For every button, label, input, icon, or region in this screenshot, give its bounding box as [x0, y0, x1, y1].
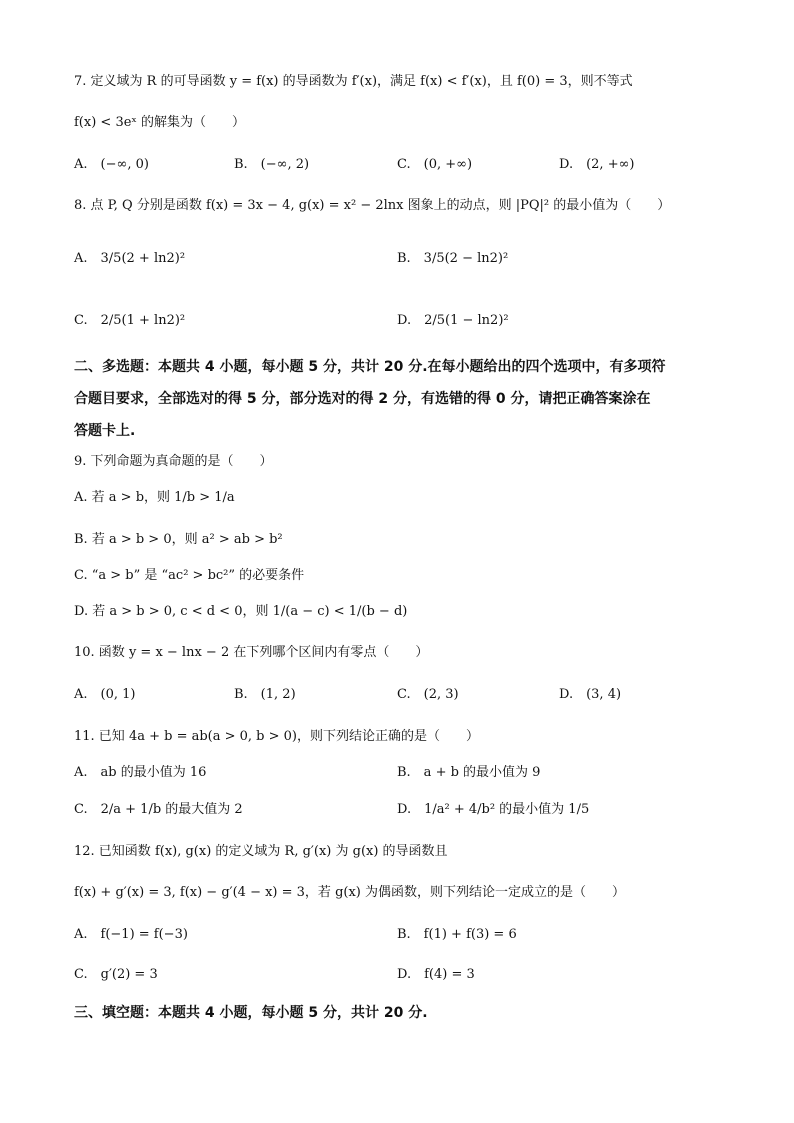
q9-stem: 9. 下列命题为真命题的是（ ） — [74, 454, 273, 469]
section-2-heading-line-1: 二、多选题：本题共 4 小题，每小题 5 分，共计 20 分.在每小题给出的四个选项中，有多项符 — [74, 359, 666, 375]
q7-stem-line-2: f(x) < 3eˣ 的解集为（ ） — [74, 115, 246, 130]
q10-option-a: A. (0, 1) — [74, 687, 136, 702]
q12-option-d: D. f(4) = 3 — [397, 967, 475, 982]
q12-option-c: C. g′(2) = 3 — [74, 967, 158, 982]
q11-option-d: D. 1/a² + 4/b² 的最小值为 1/5 — [397, 802, 590, 817]
q7-option-a: A. (−∞, 0) — [74, 157, 149, 172]
q7-option-c: C. (0, +∞) — [397, 157, 473, 172]
q11-option-b: B. a + b 的最小值为 9 — [397, 765, 541, 780]
q8-option-a: A. 3/5(2 + ln2)² — [74, 251, 186, 266]
q12-option-a: A. f(−1) = f(−3) — [74, 927, 188, 942]
q9-option-a: A. 若 a > b，则 1/b > 1/a — [74, 490, 235, 505]
q7-option-b: B. (−∞, 2) — [234, 157, 310, 172]
q8-option-d: D. 2/5(1 − ln2)² — [397, 313, 509, 328]
q9-option-b: B. 若 a > b > 0，则 a² > ab > b² — [74, 532, 283, 547]
section-3-heading: 三、填空题：本题共 4 小题，每小题 5 分，共计 20 分. — [74, 1005, 428, 1021]
q12-stem-line-2: f(x) + g′(x) = 3, f(x) − g′(4 − x) = 3，若 g(x) 为偶函数，则下列结论一定成立的是（ ） — [74, 885, 625, 900]
q11-stem: 11. 已知 4a + b = ab(a > 0, b > 0)，则下列结论正确的是（ ） — [74, 729, 480, 744]
q10-option-d: D. (3, 4) — [559, 687, 622, 702]
q10-option-b: B. (1, 2) — [234, 687, 296, 702]
q12-option-b: B. f(1) + f(3) = 6 — [397, 927, 517, 942]
section-2-heading-line-2: 合题目要求，全部选对的得 5 分，部分选对的得 2 分，有选错的得 0 分，请把正确答案涂在 — [74, 391, 651, 407]
q8-option-c: C. 2/5(1 + ln2)² — [74, 313, 186, 328]
q7-option-d: D. (2, +∞) — [559, 157, 635, 172]
q8-stem: 8. 点 P, Q 分别是函数 f(x) = 3x − 4, g(x) = x² − 2lnx 图象上的动点，则 |PQ|² 的最小值为（ ） — [74, 198, 671, 213]
q12-stem-line-1: 12. 已知函数 f(x), g(x) 的定义域为 R, g′(x) 为 g(x) 的导函数且 — [74, 844, 448, 859]
q11-option-a: A. ab 的最小值为 16 — [74, 765, 207, 780]
section-2-heading-line-3: 答题卡上. — [74, 423, 136, 439]
q10-option-c: C. (2, 3) — [397, 687, 459, 702]
q8-option-b: B. 3/5(2 − ln2)² — [397, 251, 509, 266]
q9-option-c: C. “a > b” 是 “ac² > bc²” 的必要条件 — [74, 568, 305, 583]
q9-option-d: D. 若 a > b > 0, c < d < 0，则 1/(a − c) < 1/(b − d) — [74, 604, 408, 619]
q7-stem-line-1: 7. 定义域为 R 的可导函数 y = f(x) 的导函数为 f′(x)，满足 f(x) < f′(x)，且 f(0) = 3，则不等式 — [74, 74, 633, 89]
q11-option-c: C. 2/a + 1/b 的最大值为 2 — [74, 802, 243, 817]
q10-stem: 10. 函数 y = x − lnx − 2 在下列哪个区间内有零点（ ） — [74, 645, 429, 660]
